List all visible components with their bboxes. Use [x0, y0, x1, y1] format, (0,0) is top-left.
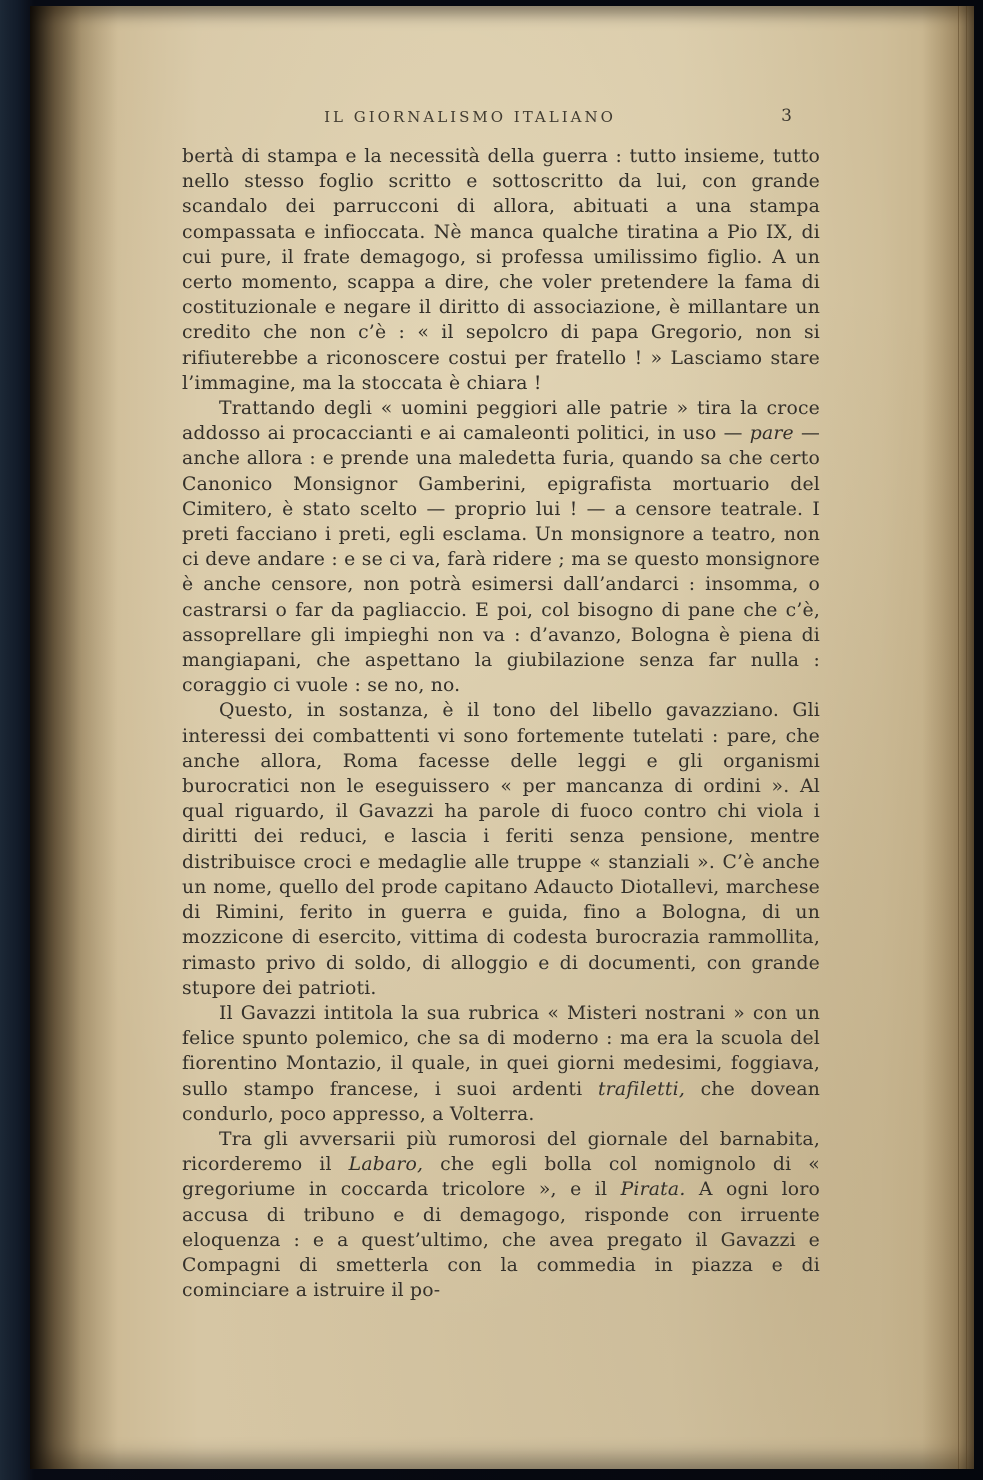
- paragraph: [182, 1001, 820, 1127]
- text-run: — anche allora : e prende una maledetta furia, quando sa che certo Canonico Monsignor Gamberini, epigrafista mortuario del Cimitero, è stato scelto — proprio lui ! — a censore teatrale. I preti facciano i preti, egli esclama. Un monsignore a teatro, non ci deve andare : e se ci va, farà ridere ; ma se questo monsignore è anche censore, non potrà esimersi dall’andarci : insomma, o castrarsi o far da pagliaccio. E poi, col bisogno di pane che c’è, assoprellare gli impieghi non va : d’avanzo, Bologna è piena di mangiapani, che aspettano la giubilazione senza far nulla : coraggio ci vuole : se no, no.: [182, 423, 820, 697]
- binding-gutter-shadow: [30, 6, 118, 1469]
- text-run: che dovean condurlo, poco appresso, a Volterra.: [182, 1078, 821, 1125]
- book-page: [30, 6, 974, 1469]
- text-run: Trattando degli « uomini peggiori alle patrie » tira la croce addosso ai procaccianti e ai camaleonti politici, in uso —: [182, 398, 820, 445]
- italic-run: Pirata.: [620, 1179, 686, 1201]
- italic-run: trafiletti,: [597, 1078, 686, 1100]
- fore-edge-pages: [922, 6, 974, 1469]
- paragraph: [182, 144, 820, 396]
- running-header-title: IL GIORNALISMO ITALIANO: [324, 108, 616, 126]
- text-run: che egli bolla col nomignolo di « gregoriume in coccarda tricolore », e il: [182, 1154, 820, 1201]
- paragraph: [182, 396, 820, 698]
- text-run: A ogni loro accusa di tribuno e di demagogo, risponde con irruente eloquenza : e a quest’ultimo, che avea pregato il Gavazzi e Compagni di smetterla con la commedia in piazza e di cominciare a istruire il po-: [182, 1179, 821, 1302]
- text-run: Il Gavazzi intitola la sua rubrica « Misteri nostrani » con un felice spunto polemico, che sa di moderno : ma era la scuola del fiorentino Montazio, il quale, in quei giorni medesimi, foggiava, sullo stampo francese, i suoi ardenti: [182, 1002, 820, 1100]
- page-number: 3: [781, 106, 792, 126]
- paragraph: [182, 698, 820, 1000]
- text-run: Tra gli avversarii più rumorosi del giornale del barnabita, ricorderemo il: [182, 1128, 820, 1176]
- text-run: Questo, in sostanza, è il tono del libello gavazziano. Gli interessi dei combattenti vi sono fortemente tutelati : pare, che anche allora, Roma facesse delle leggi e gli organismi burocratici non le eseguissero « per mancanza di ordini ». Al qual riguardo, il Gavazzi ha parole di fuoco contro chi viola i diritti dei reduci, e lascia i feriti senza pensione, mentre distribuisce croci e medaglie alle truppe « stanziali ». C’è anche un nome, quello del prode capitano Adaucto Diotallevi, marchese di Rimini, ferito in guerra e guida, fino a Bologna, di un mozzicone di esercito, vittima di codesta burocrazia rammollita, rimasto privo di soldo, di alloggio e di documenti, con grande stupore dei patrioti.: [182, 700, 820, 999]
- italic-run: Labaro,: [348, 1154, 424, 1176]
- running-header: [152, 108, 818, 134]
- italic-run: pare: [749, 423, 794, 445]
- page-text: [182, 144, 820, 1303]
- paragraph: [182, 1127, 820, 1303]
- text-run: bertà di stampa e la necessità della guerra : tutto insieme, tutto nello stesso foglio scritto e sottoscritto da lui, con grande scandalo dei parrucconi di allora, abituati a una stampa compassata e infioccata. Nè manca qualche tiratina a Pio IX, di cui pure, il frate demagogo, si professa umilissimo figlio. A un certo momento, scappa a dire, che voler pretendere la fama di costituzionale e negare il diritto di associazione, è millantare un credito che non c’è : « il sepolcro di papa Gregorio, non si rifiuterebbe a riconoscere costui per fratello ! » Lasciamo stare l’immagine, ma la stoccata è chiara !: [182, 146, 820, 394]
